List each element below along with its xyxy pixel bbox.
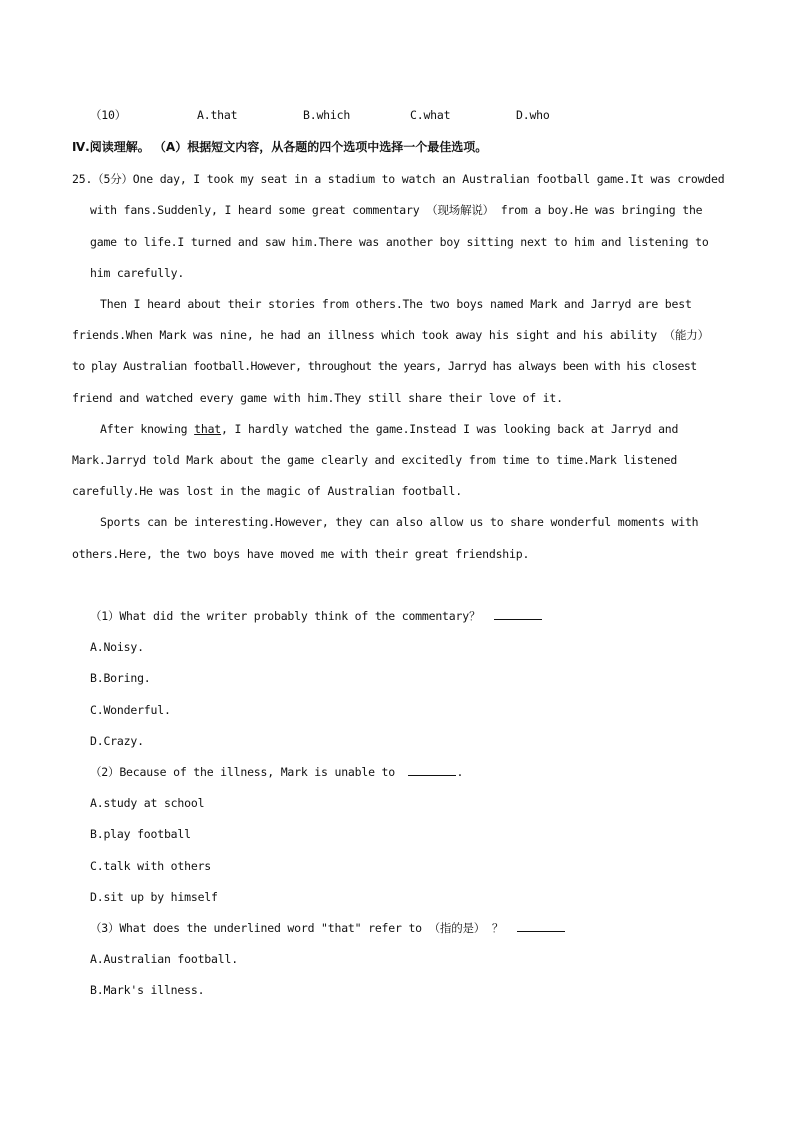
passage-line: Then I heard about their stories from others.The two boys named Mark and Jarryd are best — [100, 297, 692, 311]
section-heading: Ⅳ.阅读理解。 （A）根据短文内容，从各题的四个选项中选择一个最佳选项。 — [72, 140, 488, 154]
answer-option: C.talk with others — [90, 859, 212, 873]
passage-line: to play Australian football.However, throughout the years, Jarryd has always been with his closest — [72, 359, 697, 373]
option-a: A.that — [197, 108, 238, 122]
passage-line: friend and watched every game with him.They still share their love of it. — [72, 391, 563, 405]
answer-option: C.Wonderful. — [90, 703, 171, 717]
passage-text: One day, I took my seat in a stadium to watch an Australian football game.It was crowded — [132, 172, 725, 186]
question-stem: （2）Because of the illness, Mark is unable to . — [90, 765, 464, 779]
answer-option: B.Mark's illness. — [90, 983, 205, 997]
underlined-word: that — [194, 422, 222, 436]
passage-line: Sports can be interesting.However, they can also allow us to share wonderful moments with — [100, 515, 699, 529]
answer-option: D.Crazy. — [90, 734, 144, 748]
question-stem: （1）What did the writer probably think of the commentary？ — [90, 608, 542, 624]
answer-blank — [517, 920, 565, 932]
passage-line: him carefully. — [90, 266, 185, 280]
question-number: 25.（5分） — [72, 172, 133, 186]
answer-option: A.Australian football. — [90, 952, 238, 966]
passage-line: with fans.Suddenly, I heard some great commentary （现场解说） from a boy.He was bringing the — [90, 203, 703, 217]
passage-line: friends.When Mark was nine, he had an illness which took away his sight and his ability （能力） — [72, 328, 709, 342]
passage-line: After knowing that, I hardly watched the game.Instead I was looking back at Jarryd and — [100, 422, 679, 436]
answer-blank — [408, 764, 456, 776]
answer-option: B.play football — [90, 827, 191, 841]
answer-option: A.Noisy. — [90, 640, 144, 654]
answer-blank — [494, 608, 542, 620]
option-d: D.who — [516, 108, 550, 122]
answer-option: A.study at school — [90, 796, 205, 810]
option-b: B.which — [303, 108, 351, 122]
passage-line: Mark.Jarryd told Mark about the game clearly and excitedly from time to time.Mark listened — [72, 453, 678, 467]
passage-line — [72, 171, 724, 187]
answer-option: D.sit up by himself — [90, 890, 218, 904]
passage-line: others.Here, the two boys have moved me with their great friendship. — [72, 547, 530, 561]
passage-line: carefully.He was lost in the magic of Australian football. — [72, 484, 462, 498]
prev-question-number: （10） — [90, 108, 127, 122]
passage-line: game to life.I turned and saw him.There was another boy sitting next to him and listening to — [90, 235, 709, 249]
answer-option: B.Boring. — [90, 671, 151, 685]
option-c: C.what — [410, 108, 451, 122]
question-stem: （3）What does the underlined word "that" refer to （指的是） ？ — [90, 920, 565, 936]
